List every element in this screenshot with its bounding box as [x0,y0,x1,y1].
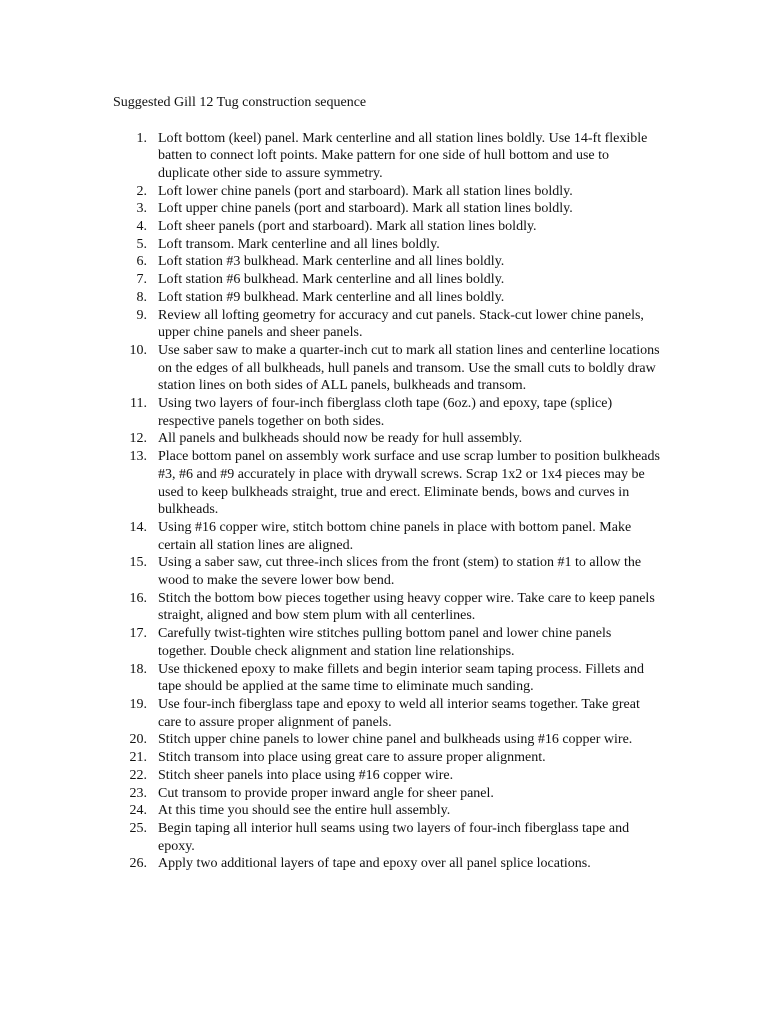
list-item [113,749,661,767]
step-number: 21. [129,750,147,766]
step-number: 19. [129,697,147,712]
step-text: Place bottom panel on assembly work surface and use scrap lumber to position bulkheads #3, #6 and #9 accurately in place with drywall screws. Scrap 1x2 or 1x4 pieces may be used to keep bulkheads straight, true and erect. Eliminate bends, bows and curves in bulkheads. [158,449,660,518]
list-item [113,236,661,254]
step-number: 13. [129,449,147,465]
list-item [113,855,661,873]
step-number: 23. [129,785,147,801]
list-item [113,802,661,820]
step-text: Begin taping all interior hull seams using two layers of four-inch fiberglass tape and epoxy. [158,820,630,854]
list-item [113,767,661,785]
list-item [113,785,661,803]
step-text: Loft upper chine panels (port and starboard). Mark all station lines boldly. [158,201,573,217]
list-item [113,519,661,554]
list-item [113,342,661,395]
step-text: Apply two additional layers of tape and epoxy over all panel splice locations. [158,856,591,872]
step-number: 26. [129,856,147,872]
step-number: 11. [130,396,147,412]
step-number: 4. [136,219,147,235]
list-item [113,289,661,307]
step-number: 10. [129,342,147,358]
step-text: Review all lofting geometry for accuracy and cut panels. Stack-cut lower chine panels, upper chine panels and sheer panels. [158,307,644,341]
step-text: All panels and bulkheads should now be ready for hull assembly. [158,431,523,447]
step-text: Cut transom to provide proper inward angle for sheer panel. [158,785,494,801]
list-item [113,183,661,201]
list-item [113,590,661,625]
step-text: Using a saber saw, cut three-inch slices from the front (stem) to station #1 to allow the wood to make the severe lower bow bend. [158,555,642,589]
step-number: 5. [136,236,147,252]
list-item [113,218,661,236]
list-item [113,395,661,430]
step-text: Loft lower chine panels (port and starboard). Mark all station lines boldly. [158,183,573,199]
list-item [113,696,661,731]
step-number: 17. [129,626,147,642]
step-text: Using two layers of four-inch fiberglass cloth tape (6oz.) and epoxy, tape (splice) respective panels together on both sides. [158,396,613,429]
step-number: 14. [129,519,147,535]
step-text: Stitch transom into place using great care to assure proper alignment. [158,750,546,766]
step-number: 18. [129,661,147,677]
step-number: 12. [129,431,147,447]
document-title: Suggested Gill 12 Tug construction sequence [113,95,367,110]
step-number: 1. [136,130,147,146]
step-number: 2. [136,183,147,199]
step-text: Stitch upper chine panels to lower chine panel and bulkheads using #16 copper wire. [158,732,633,748]
list-item [113,731,661,749]
list-item [113,253,661,271]
list-item [113,307,661,342]
step-text: Stitch sheer panels into place using #16 copper wire. [158,767,454,783]
list-item [113,271,661,289]
step-text: Loft bottom (keel) panel. Mark centerline and all station lines boldly. Use 14-ft flexible batten to connect loft points. Make pattern for one side of hull bottom and use to duplicate other side to assure symmetry. [158,130,648,181]
step-number: 9. [136,307,147,323]
step-text: At this time you should see the entire hull assembly. [158,803,451,819]
step-text: Use thickened epoxy to make fillets and begin interior seam taping process. Fillets and tape should be applied at the same time to eliminate much sanding. [158,661,644,695]
step-number: 3. [136,201,147,217]
list-item [113,820,661,855]
list-item [113,130,661,183]
step-text: Use four-inch fiberglass tape and epoxy to weld all interior seams together. Take great care to assure proper alignment of panels. [158,697,640,730]
step-number: 20. [129,732,147,748]
step-text: Loft station #6 bulkhead. Mark centerline and all lines boldly. [158,272,505,288]
step-text: Loft station #9 bulkhead. Mark centerline and all lines boldly. [158,289,505,305]
step-text: Carefully twist-tighten wire stitches pulling bottom panel and lower chine panels together. Double check alignment and station line relationships. [158,626,612,659]
step-number: 7. [136,272,147,288]
step-text: Loft sheer panels (port and starboard). Mark all station lines boldly. [158,219,537,235]
step-number: 16. [129,590,147,606]
step-number: 6. [136,254,147,270]
list-item [113,554,661,589]
step-text: Loft station #3 bulkhead. Mark centerline and all lines boldly. [158,254,505,270]
step-text: Stitch the bottom bow pieces together using heavy copper wire. Take care to keep panels straight, aligned and bow stem plum with all centerlines. [158,590,655,624]
construction-steps-list [113,130,661,874]
list-item [113,200,661,218]
step-number: 24. [129,803,147,819]
step-text: Loft transom. Mark centerline and all lines boldly. [158,236,440,252]
step-number: 8. [136,289,147,305]
step-text: Use saber saw to make a quarter-inch cut to mark all station lines and centerline locations on the edges of all bulkheads, hull panels and transom. Use the small cuts to boldly draw station lines on both sides of ALL panels, bulkheads and transom. [158,342,660,394]
step-number: 15. [129,555,147,571]
list-item [113,448,661,519]
list-item [113,430,661,448]
step-number: 22. [129,767,147,783]
list-item [113,625,661,660]
list-item [113,661,661,696]
step-number: 25. [129,820,147,836]
step-text: Using #16 copper wire, stitch bottom chine panels in place with bottom panel. Make certain all station lines are aligned. [158,519,632,553]
